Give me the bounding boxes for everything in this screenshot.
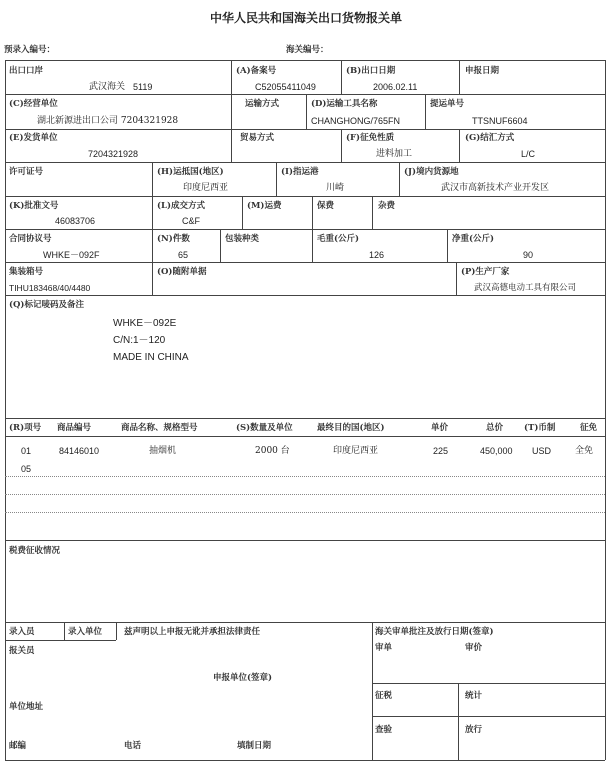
record-no-value: C52055411049: [255, 82, 316, 92]
goods-header-total: 总价: [486, 423, 504, 433]
misc-label: 杂费: [378, 201, 396, 211]
approval-label: (K)批准文号: [9, 201, 59, 211]
goods-header-qty: (S)数量及单位: [236, 423, 293, 433]
bill-label: 提运单号: [430, 99, 465, 109]
container-label: 集装箱号: [9, 267, 44, 277]
insurance-label: 保费: [317, 201, 335, 211]
pieces-label: (N)件数: [157, 234, 190, 244]
gross-value: 126: [369, 250, 385, 260]
export-date-label: (B)出口日期: [346, 66, 396, 76]
goods-header-exempt: 征免: [580, 423, 598, 433]
tax-section-label: 税费征收情况: [9, 546, 61, 556]
source-label: (J)境内货源地: [404, 167, 459, 177]
postcode-label: 邮编: [9, 741, 27, 751]
dest-country-label: (H)运抵国(地区): [157, 167, 224, 177]
goods-header-name: 商品名称、规格型号: [121, 423, 198, 433]
goods-extra-code: 05: [21, 464, 32, 474]
operator-value: 湖北新源进出口公司 7204321928: [37, 116, 179, 126]
review-label: 审单: [375, 643, 393, 653]
settlement-label: (G)结汇方式: [465, 133, 515, 143]
goods-header-unit-price: 单价: [431, 423, 449, 433]
approval-value: 46083706: [55, 216, 96, 226]
transport-mode-label: 运输方式: [245, 99, 280, 109]
source-value: 武汉市高新技术产业开发区: [441, 183, 550, 193]
entry-unit-label: 录入单位: [68, 627, 103, 637]
record-no-label: (A)备案号: [236, 66, 277, 76]
phone-label: 电话: [124, 741, 142, 751]
price-review-label: 审价: [465, 643, 483, 653]
manufacturer-label: (P)生产厂家: [461, 267, 510, 277]
goods-item-no: 01: [21, 446, 32, 456]
docs-label: (O)随附单据: [157, 267, 207, 277]
goods-qty: 2000 台: [255, 446, 290, 456]
entry-clerk-label: 录入员: [9, 627, 35, 637]
dest-port-label: (I)指运港: [281, 167, 319, 177]
marks-line-3: MADE IN CHINA: [113, 352, 189, 363]
export-port-value: 武汉海关: [89, 82, 126, 92]
pieces-value: 65: [178, 250, 189, 260]
deal-mode-value: C&F: [182, 216, 200, 226]
gross-label: 毛重(公斤): [317, 234, 360, 244]
dest-country-value: 印度尼西亚: [183, 183, 229, 193]
declare-date-label: 申报日期: [465, 66, 500, 76]
consignor-label: (E)发货单位: [9, 133, 58, 143]
marks-line-1: WHKE－092E: [113, 318, 177, 329]
contract-label: 合同协议号: [9, 234, 52, 244]
export-port-label: 出口口岸: [9, 66, 44, 76]
marks-line-2: C/N:1－120: [113, 335, 166, 346]
fill-date-label: 填制日期: [237, 741, 272, 751]
vehicle-value: CHANGHONG/765FN: [311, 116, 401, 126]
inspection-label: 查验: [375, 725, 393, 735]
goods-exempt: 全免: [575, 446, 594, 456]
net-value: 90: [523, 250, 534, 260]
trade-mode-label: 贸易方式: [240, 133, 275, 143]
customs-approval-label: 海关审单批注及放行日期(签章): [375, 627, 494, 637]
goods-currency: USD: [532, 446, 552, 456]
goods-code: 84146010: [59, 446, 100, 456]
goods-name: 抽烟机: [149, 446, 177, 456]
net-label: 净重(公斤): [452, 234, 495, 244]
declarant-label: 报关员: [9, 646, 35, 656]
goods-total: 450,000: [480, 446, 513, 456]
dest-port-value: 川崎: [326, 183, 345, 193]
tax-nature-value: 进料加工: [376, 149, 413, 159]
contract-value: WHKE－092F: [43, 250, 100, 260]
goods-dest: 印度尼西亚: [333, 446, 379, 456]
goods-header-item-no: (R)项号: [9, 423, 42, 433]
goods-unit-price: 225: [433, 446, 449, 456]
pre-entry-no-label: 预录入编号：: [4, 45, 56, 55]
export-port-code: 5119: [133, 82, 153, 92]
license-label: 许可证号: [9, 167, 44, 177]
operator-label: (C)经营单位: [9, 99, 58, 109]
tax-nature-label: (F)征免性质: [346, 133, 395, 143]
release-label: 放行: [465, 725, 483, 735]
form-title: 中华人民共和国海关出口货物报关单: [209, 11, 402, 25]
consignor-value: 7204321928: [88, 149, 139, 159]
goods-header-dest: 最终目的国(地区): [317, 423, 385, 433]
goods-header-currency: (T)币制: [524, 423, 556, 433]
unit-address-label: 单位地址: [9, 702, 44, 712]
declarant-unit-label: 申报单位(签章): [213, 673, 273, 683]
bill-value: TTSNUF6604: [472, 116, 528, 126]
container-value: TIHU183468/40/4480: [9, 283, 91, 293]
declaration-text: 兹声明以上申报无讹并承担法律责任: [124, 627, 261, 637]
manufacturer-value: 武汉高德电动工具有限公司: [474, 283, 577, 293]
export-date-value: 2006.02.11: [373, 82, 418, 92]
deal-mode-label: (L)成交方式: [157, 201, 206, 211]
settlement-value: L/C: [521, 149, 536, 159]
tax-label: 征税: [375, 691, 393, 701]
freight-label: (M)运费: [247, 201, 282, 211]
package-label: 包装种类: [225, 234, 260, 244]
goods-header-code: 商品编号: [57, 423, 92, 433]
stats-label: 统计: [465, 691, 483, 701]
marks-label: (Q)标记唛码及备注: [9, 300, 84, 310]
customs-no-label: 海关编号：: [286, 45, 329, 55]
vehicle-label: (D)运输工具名称: [311, 99, 378, 109]
